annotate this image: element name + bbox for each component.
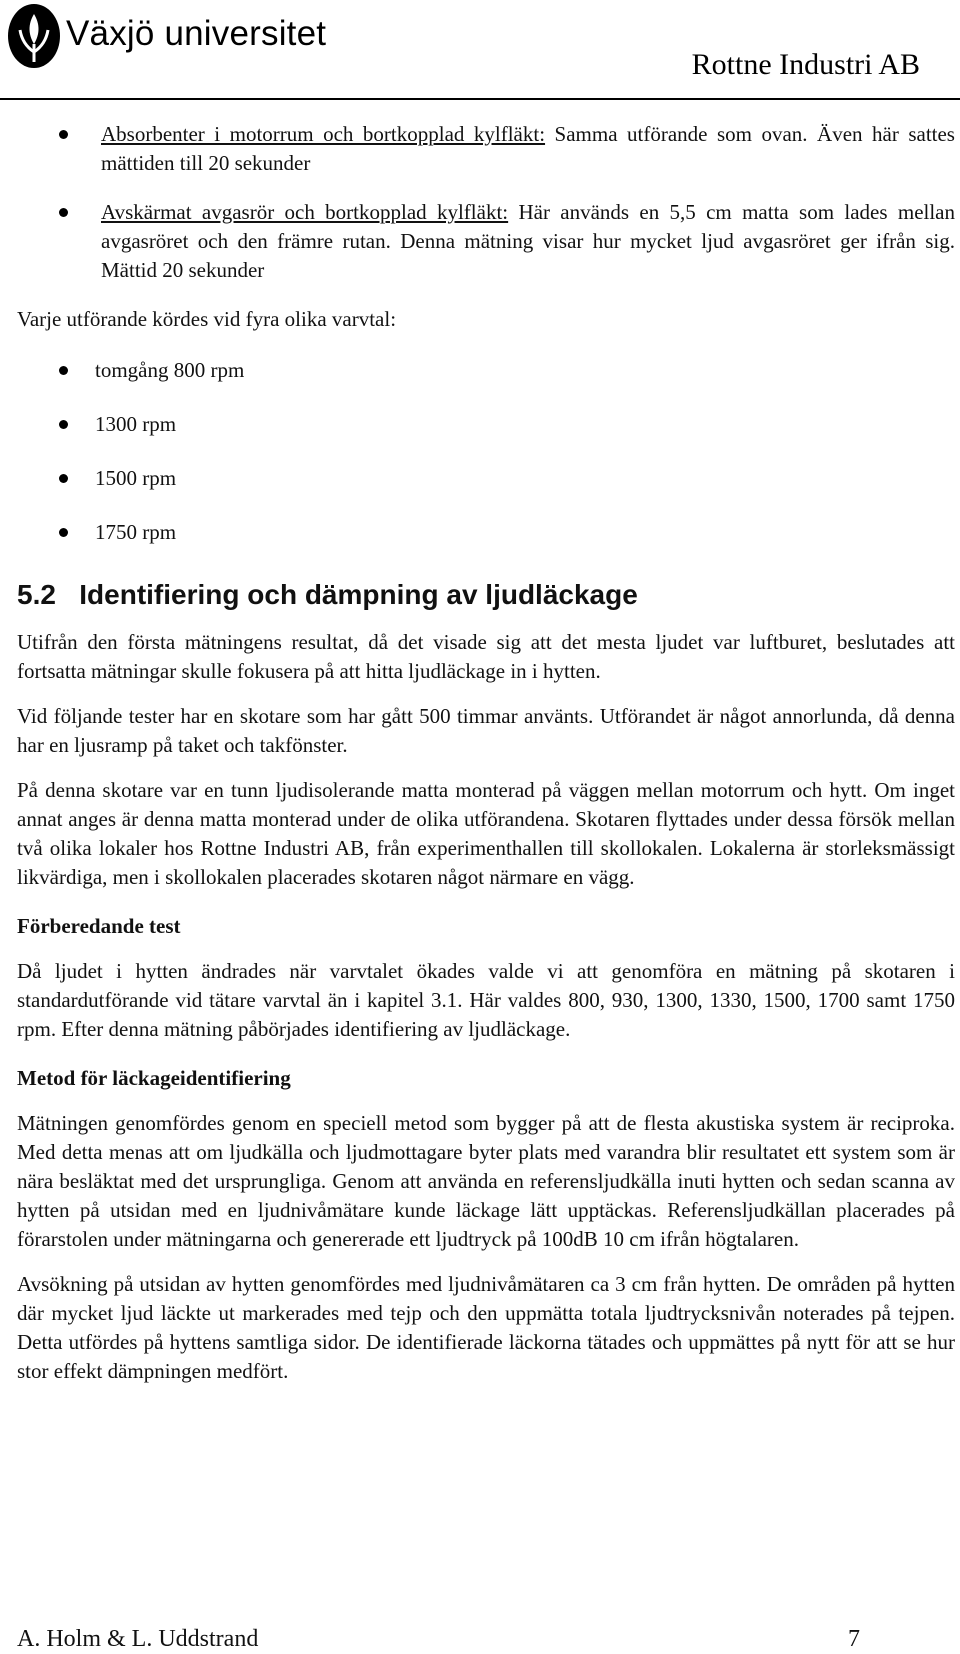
list-item-text: Samma utförande som ovan. Även här sattes mättiden till 20 sekunder: [101, 122, 955, 175]
rpm-intro: Varje utförande kördes vid fyra olika varvtal:: [17, 307, 397, 331]
paragraph: Utifrån den första mätningens resultat, då det visade sig att det mesta ljudet var luftburet, beslutades att fortsatta mätningar skulle fokusera på att hitta ljudläckage in i hytten.: [17, 630, 955, 683]
list-item: [17, 198, 955, 285]
list-item: 1500 rpm: [17, 464, 955, 518]
university-name: Växjö universitet: [66, 14, 327, 53]
subheading-preparatory-test: Förberedande test: [17, 914, 181, 938]
paragraph: På denna skotare var en tunn ljudisolerande matta monterad på väggen mellan motorrum och hytt. Om inget annat anges är denna matta monterad under de olika utförandena. Skotaren flyttades under dessa försök mellan två olika lokaler hos Rottne Industri AB, från experimenthallen till skollokalen. Lokalerna är storleksmässigt likvärdiga, men i skollokalen placerades skotaren något närmare en vägg.: [17, 778, 955, 889]
list-item: 1750 rpm: [17, 518, 955, 564]
list-item: tomgång 800 rpm: [17, 356, 955, 410]
paragraph: Då ljudet i hytten ändrades när varvtalet ökades valde vi att genomföra en mätning på skotaren i standardutförande vid tätare varvtal än i kapitel 3.1. Här valdes 800, 930, 1300, 1330, 1500, 1700 samt 1750 rpm. Efter denna mätning påbörjades identifiering av ljudläckage.: [17, 959, 955, 1041]
list-item-label: Absorbenter i motorrum och bortkopplad kylfläkt:: [101, 122, 546, 146]
list-item-label: Avskärmat avgasrör och bortkopplad kylfläkt:: [101, 200, 509, 224]
rpm-list: [17, 356, 955, 564]
document-body: [17, 120, 955, 1402]
paragraph: Avsökning på utsidan av hytten genomfördes med ljudnivåmätaren ca 3 cm från hytten. De områden på hytten där mycket ljud läckte ut markerades med tejp och den uppmätta totala ljudtrycksnivån noterades på tejpen. Detta utfördes på hyttens samtliga sidor. De identifierade läckorna tätades och uppmättes på nytt för att se hur stor effekt dämpningen medfört.: [17, 1272, 955, 1383]
section-heading: 5.2 Identifiering och dämpning av ljudläckage: [17, 579, 638, 610]
paragraph: Mätningen genomfördes genom en speciell metod som bygger på att de flesta akustiska system är reciproka. Med detta menas att om ljudkälla och ljudmottagare byter plats med varandra blir resultatet ett system som är nära besläktat med det ursprungliga. Genom att använda en referensljudkälla inuti hytten och sedan scanna av hytten på utsidan med en ljudnivåmätare kunde läckage lätt upptäckas. Referensljudkällan placerades på förarstolen under mätningarna och genererade ett ljudtryck på 100dB 10 cm ifrån högtalaren.: [17, 1111, 955, 1251]
subheading-leak-method: Metod för läckageidentifiering: [17, 1066, 291, 1090]
university-logo-icon: [6, 0, 62, 70]
paragraph: Vid följande tester har en skotare som har gått 500 timmar använts. Utförandet är något annorlunda, då denna har en ljusramp på taket och takfönster.: [17, 704, 955, 757]
footer-authors: A. Holm & L. Uddstrand: [17, 1626, 259, 1652]
page-header: [0, 0, 960, 100]
header-divider: [0, 98, 960, 100]
company-name: Rottne Industri AB: [691, 48, 920, 81]
list-item: 1300 rpm: [17, 410, 955, 464]
list-item-text: Här används en 5,5 cm matta som lades mellan avgasröret och den främre rutan. Denna mätning visar hur mycket ljud avgasröret ger ifrån sig. Mättid 20 sekunder: [101, 200, 956, 282]
list-item: [17, 120, 955, 178]
page-number: 7: [848, 1626, 860, 1652]
bullet-list-setups: [17, 120, 955, 285]
